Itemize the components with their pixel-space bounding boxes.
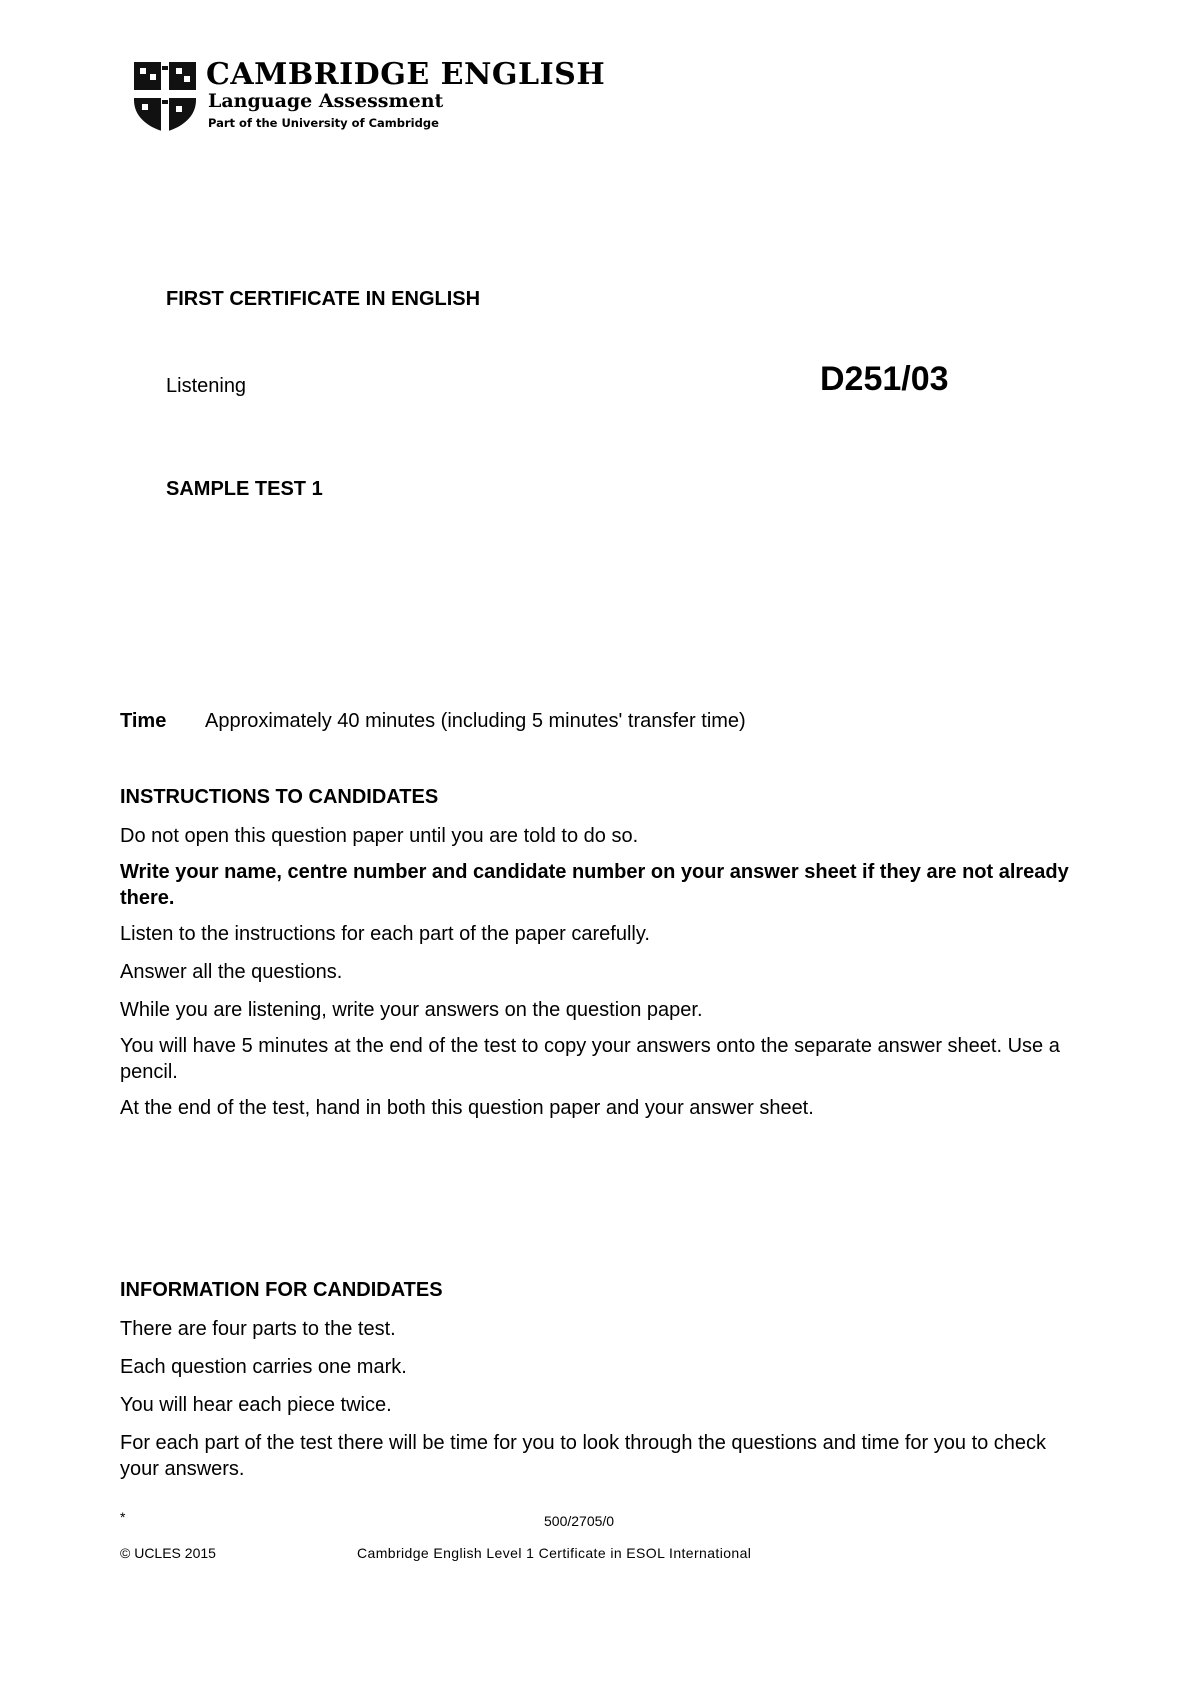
exam-name: FIRST CERTIFICATE IN ENGLISH [166,288,481,310]
instruction-line: Listen to the instructions for each part of the paper carefully. [120,923,650,945]
instructions-list [120,823,1080,1121]
information-list [120,1316,1080,1482]
time-label: Time [120,710,167,732]
footer-copyright: © UCLES 2015 [120,1545,216,1561]
footer-mark: * [120,1509,126,1525]
exam-code: D251/03 [820,360,949,398]
footer-reference: 500/2705/0 [544,1513,615,1529]
information-line: Each question carries one mark. [120,1356,407,1378]
cambridge-shield-icon [132,60,198,134]
logo-subtitle: Language Assessment [208,90,444,112]
exam-paper: Listening [166,375,247,397]
instruction-line: While you are listening, write your answers on the question paper. [120,999,703,1021]
instruction-line: Write your name, centre number and candidate number on your answer sheet if they are not already there. [120,861,1069,909]
information-line: You will hear each piece twice. [120,1394,392,1416]
instruction-line: You will have 5 minutes at the end of the test to copy your answers onto the separate answer sheet. Use a pencil. [120,1035,1060,1083]
instruction-line: At the end of the test, hand in both this question paper and your answer sheet. [120,1097,814,1119]
footer-certificate: Cambridge English Level 1 Certificate in ESOL International [357,1545,752,1561]
time-value: Approximately 40 minutes (including 5 minutes' transfer time) [205,710,746,732]
information-line: There are four parts to the test. [120,1318,396,1340]
information-line: For each part of the test there will be time for you to look through the questions and time for you to check your answers. [120,1432,1047,1480]
instruction-line: Do not open this question paper until you are told to do so. [120,825,639,847]
information-heading: INFORMATION FOR CANDIDATES [120,1279,443,1301]
instruction-line: Answer all the questions. [120,961,343,983]
instructions-heading: INSTRUCTIONS TO CANDIDATES [120,786,439,808]
sample-test-label: SAMPLE TEST 1 [166,478,323,500]
logo-title: CAMBRIDGE ENGLISH [206,57,606,92]
logo-tagline: Part of the University of Cambridge [208,116,439,130]
